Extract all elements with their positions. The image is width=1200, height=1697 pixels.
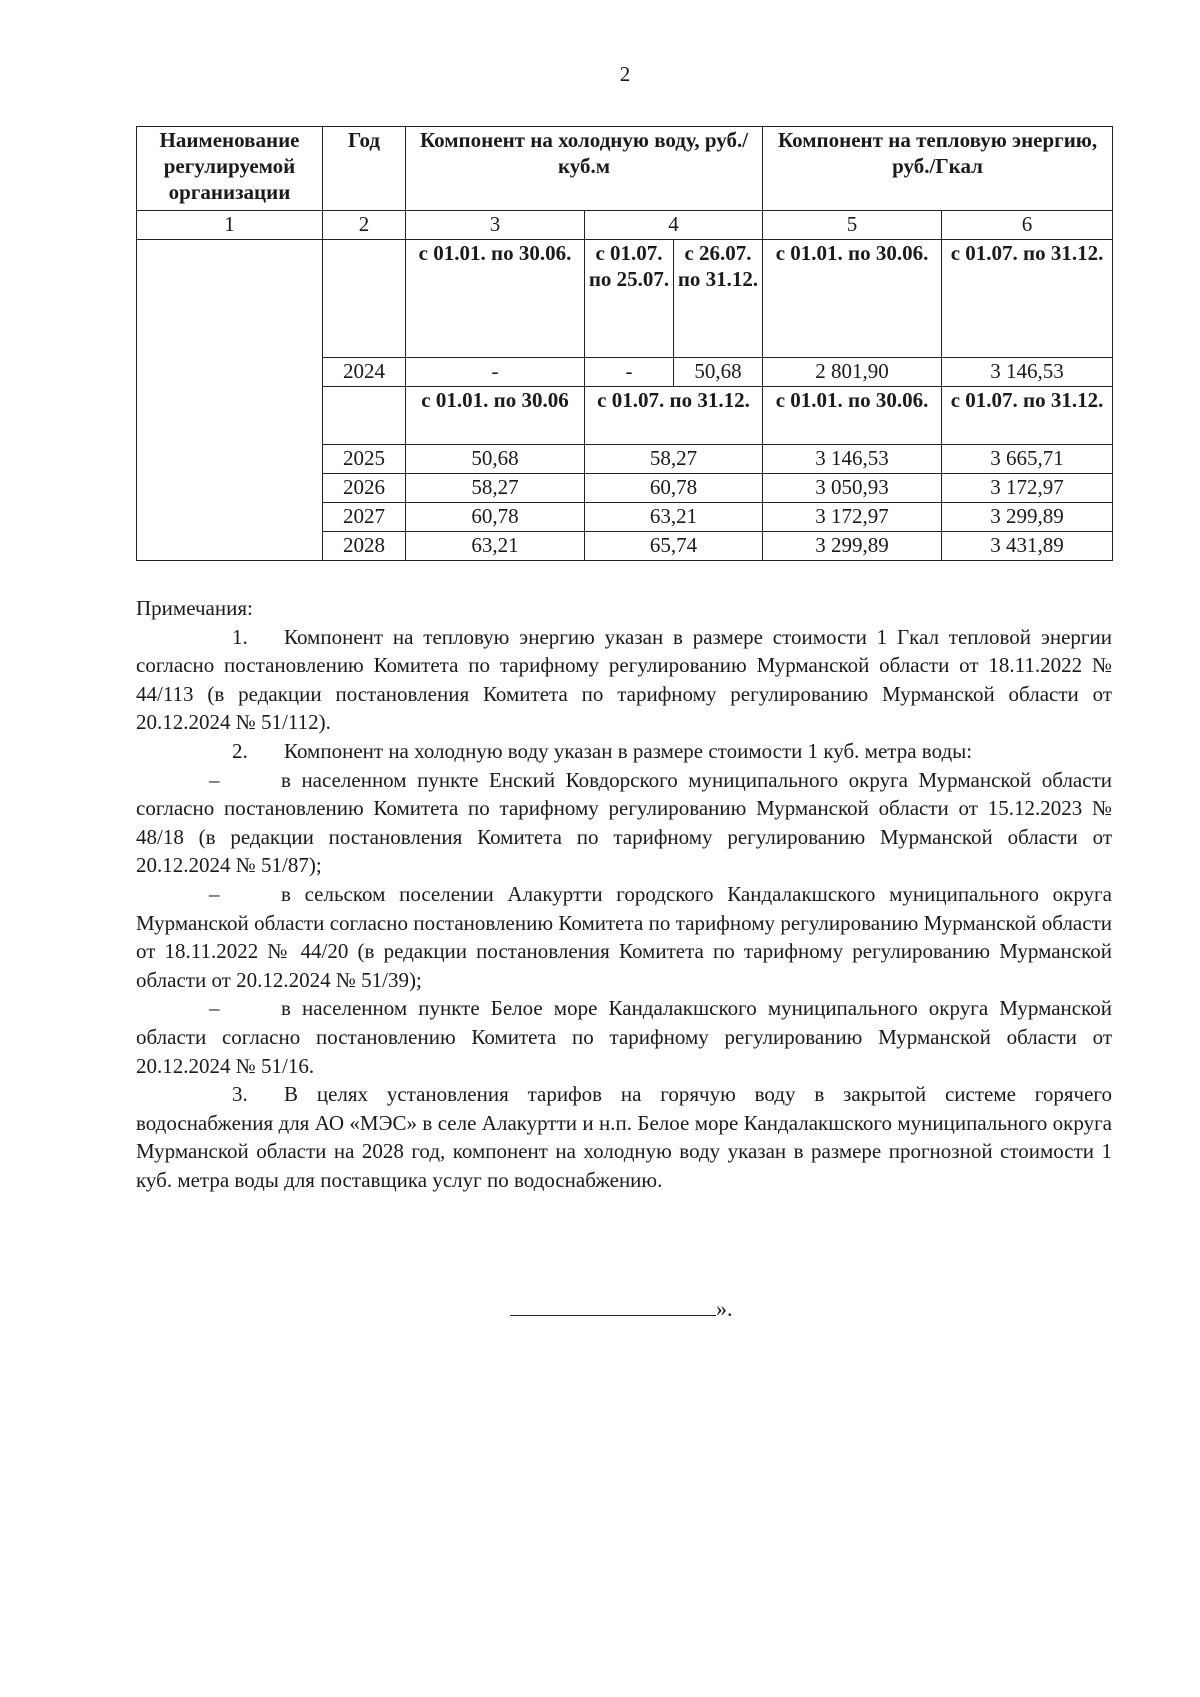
note-2-bullet-1 <box>136 766 1112 880</box>
dash-bullet: – <box>209 881 220 906</box>
heat-value-1: 3 172,97 <box>763 503 942 532</box>
notes-title: Примечания: <box>136 596 253 620</box>
dash-bullet: – <box>209 767 220 792</box>
note-2 <box>136 737 1112 766</box>
year-cell-empty <box>323 387 406 445</box>
cold-value-2: 60,78 <box>585 474 763 503</box>
note-3 <box>136 1080 1112 1194</box>
period-cold-1: с 01.01. по 30.06 <box>406 387 585 445</box>
period-2024-heat-2: с 01.07. по 31.12. <box>942 240 1113 358</box>
period-2024-cold-1: с 01.01. по 30.06. <box>406 240 585 358</box>
cold-value-1: 60,78 <box>406 503 585 532</box>
header-cold-water: Компонент на холодную воду, руб./куб.м <box>406 127 763 211</box>
year: 2027 <box>323 503 406 532</box>
period-2024-cold-2: с 01.07. по 25.07. <box>585 240 674 358</box>
cold-value-2: 58,27 <box>585 445 763 474</box>
cold-value-2: 65,74 <box>585 532 763 561</box>
note-2-text: Компонент на холодную воду указан в размере стоимости 1 куб. метра воды: <box>284 738 973 763</box>
heat-value-1: 3 299,89 <box>763 532 942 561</box>
cold-value-1: 50,68 <box>406 445 585 474</box>
tariff-table <box>136 126 1113 561</box>
notes-section <box>136 594 1112 1194</box>
year: 2028 <box>323 532 406 561</box>
value-2024-heat-1: 2 801,90 <box>763 358 942 387</box>
heat-value-1: 3 050,93 <box>763 474 942 503</box>
note-3-text: В целях установления тарифов на горячую воду в закрытой системе горячего водоснабжения для АО «МЭС» в селе Алакуртти и н.п. Белое море Кандалакшского муниципального округа Мурманской области на 2028 год, компонент на холодную воду указан в размере прогнозной стоимости 1 куб. метра воды для поставщика услуг по водоснабжению. <box>136 1082 1112 1192</box>
header-heat: Компонент на тепловую энергию, руб./Гкал <box>763 127 1113 211</box>
year-cell-empty <box>323 240 406 358</box>
cold-value-2: 63,21 <box>585 503 763 532</box>
header-year: Год <box>323 127 406 211</box>
value-2024-cold-2: - <box>585 358 674 387</box>
year: 2025 <box>323 445 406 474</box>
header-organization: Наименование регулируемой организации <box>137 127 323 211</box>
heat-value-2: 3 299,89 <box>942 503 1113 532</box>
note-3-number: 3. <box>232 1082 248 1107</box>
organization-cell <box>137 240 323 561</box>
note-2-bullet-2 <box>136 880 1112 994</box>
period-heat-2: с 01.07. по 31.12. <box>942 387 1113 445</box>
col-number-1: 1 <box>137 211 323 240</box>
note-2-bullet-3-text: в населенном пункте Белое море Кандалакшского муниципального округа Мурманской области согласно постановлению Комитета по тарифному регулированию Мурманской области от 20.12.2024 № 51/16. <box>136 996 1112 1078</box>
col-number-5: 5 <box>763 211 942 240</box>
page-number: 2 <box>619 62 631 86</box>
note-2-bullet-1-text: в населенном пункте Енский Ковдорского муниципального округа Мурманской области согласно постановлению Комитета по тарифному регулированию Мурманской области от 15.12.2023 № 48/18 (в редакции постановления Комитета по тарифному регулированию Мурманской области от 20.12.2024 № 51/87); <box>136 767 1112 878</box>
note-1-number: 1. <box>232 624 248 649</box>
heat-value-2: 3 431,89 <box>942 532 1113 561</box>
period-cold-2: с 01.07. по 31.12. <box>585 387 763 445</box>
heat-value-1: 3 146,53 <box>763 445 942 474</box>
value-2024-heat-2: 3 146,53 <box>942 358 1113 387</box>
cold-value-1: 63,21 <box>406 532 585 561</box>
closing-line <box>510 1296 733 1322</box>
period-heat-1: с 01.01. по 30.06. <box>763 387 942 445</box>
value-2024-cold-1: - <box>406 358 585 387</box>
dash-bullet: – <box>209 996 220 1021</box>
note-2-bullet-2-text: в сельском поселении Алакуртти городского Кандалакшского муниципального округа Мурманской области согласно постановлению Комитета по тарифному регулированию Мурманской области от 18.11.2022 № 44/20 (в редакции постановления Комитета по тарифному регулированию Мурманской области от 20.12.2024 № 51/39); <box>136 881 1112 992</box>
cold-value-1: 58,27 <box>406 474 585 503</box>
year-2024: 2024 <box>323 358 406 387</box>
closing-quote: ». <box>716 1296 733 1321</box>
note-2-bullet-3 <box>136 994 1112 1080</box>
period-2024-cold-3: с 26.07. по 31.12. <box>674 240 763 358</box>
period-2024-heat-1: с 01.01. по 30.06. <box>763 240 942 358</box>
signature-line <box>510 1297 716 1316</box>
year: 2026 <box>323 474 406 503</box>
note-2-number: 2. <box>232 738 248 763</box>
note-1 <box>136 623 1112 737</box>
col-number-3: 3 <box>406 211 585 240</box>
col-number-6: 6 <box>942 211 1113 240</box>
value-2024-cold-3: 50,68 <box>674 358 763 387</box>
heat-value-2: 3 172,97 <box>942 474 1113 503</box>
heat-value-2: 3 665,71 <box>942 445 1113 474</box>
col-number-2: 2 <box>323 211 406 240</box>
note-1-text: Компонент на тепловую энергию указан в размере стоимости 1 Гкал тепловой энергии согласно постановлению Комитета по тарифному регулированию Мурманской области от 18.11.2022 № 44/113 (в редакции постановления Комитета по тарифному регулированию Мурманской области от 20.12.2024 № 51/112). <box>136 624 1112 735</box>
col-number-4: 4 <box>585 211 763 240</box>
